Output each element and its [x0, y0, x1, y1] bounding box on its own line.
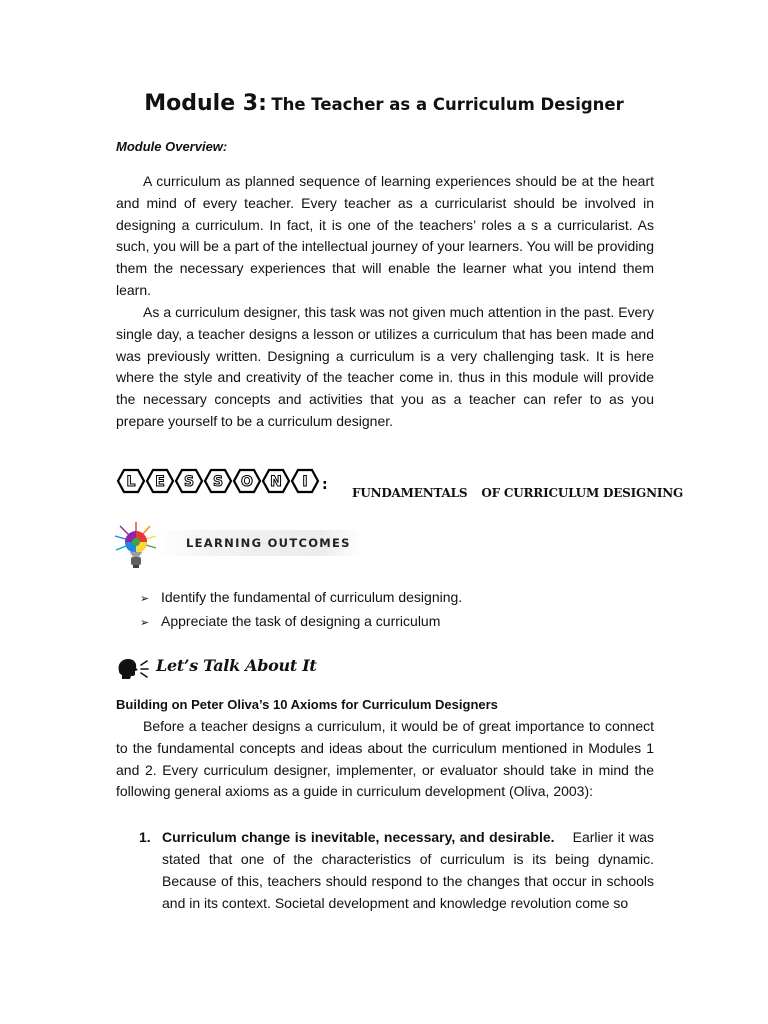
axiom-body	[162, 826, 654, 914]
lesson-title-part2: OF CURRICULUM DESIGNING	[481, 486, 684, 500]
lesson-letter: L	[126, 474, 136, 490]
lesson-letter: I	[302, 474, 308, 490]
axiom-item	[139, 826, 654, 914]
lesson-suffix: :	[322, 477, 328, 493]
axiom-lead: Curriculum change is inevitable, necessary, and desirable.	[162, 829, 555, 845]
page-title	[0, 91, 768, 116]
axioms-heading: Building on Peter Oliva’s 10 Axioms for Curriculum Designers	[116, 697, 498, 712]
outcomes-list	[140, 586, 462, 634]
lesson-letter: O	[241, 474, 253, 490]
bullet-arrow-icon: ➢	[140, 593, 150, 605]
lesson-badge	[116, 465, 346, 497]
speaking-head-icon	[116, 657, 150, 679]
lesson-letter: N	[270, 474, 282, 490]
module-label: Module 3:	[144, 91, 267, 116]
lesson-title-part1: FUNDAMENTALS	[352, 486, 468, 500]
overview-heading: Module Overview:	[116, 139, 228, 154]
outcomes-banner-label: LEARNING OUTCOMES	[186, 536, 351, 550]
axiom-text: Earlier it was stated that one of the characteristics of curriculum is its being dynamic. Because of this, teachers should respond to the changes that occur in schools and in its context. Societal development and knowledge revolution come so	[162, 829, 655, 911]
outcome-text: Identify the fundamental of curriculum designing.	[161, 589, 463, 605]
axiom-number: 1.	[139, 829, 151, 845]
outcome-text: Appreciate the task of designing a curriculum	[161, 613, 441, 629]
list-item	[140, 586, 462, 610]
talk-header	[116, 655, 416, 681]
axioms-intro: Before a teacher designs a curriculum, it would be of great importance to connect to the fundamental concepts and ideas about the curriculum mentioned in Modules 1 and 2. Every curriculum designer, implementer, or evaluator should take in mind the following general axioms as a guide in curriculum development (Oliva, 2003):	[116, 718, 654, 800]
module-title: The Teacher as a Curriculum Designer	[271, 95, 624, 114]
overview-paragraph-2: As a curriculum designer, this task was not given much attention in the past. Every single day, a teacher designs a lesson or utilizes a curriculum that has been made and was previously written. Designing a curriculum is a very challenging task. It is here where the style and creativity of the teacher come in. thus in this module will provide the necessary concepts and activities that you as a teacher can refer to as you prepare yourself to be a curriculum designer.	[116, 304, 654, 429]
lesson-header	[116, 465, 716, 505]
lesson-letter: E	[155, 474, 165, 490]
lesson-letter: S	[212, 474, 224, 490]
learning-outcomes-banner	[112, 520, 372, 572]
talk-label: Let’s Talk About It	[156, 656, 317, 675]
lightbulb-brain-icon	[112, 520, 160, 572]
list-item	[140, 610, 462, 634]
lesson-title	[352, 486, 683, 500]
overview-paragraph-1: A curriculum as planned sequence of learning experiences should be at the heart and mind of every teacher. Every teacher as a curricularist should be involved in designing a curriculum. In fact, it is one of the teachers’ roles a s a curricularist. As such, you will be a part of the intellectual journey of your learners. You will be providing them the necessary experiences that will enable the learner what you intend them learn.	[116, 173, 654, 298]
lesson-letter: S	[183, 474, 195, 490]
bullet-arrow-icon: ➢	[140, 617, 150, 629]
